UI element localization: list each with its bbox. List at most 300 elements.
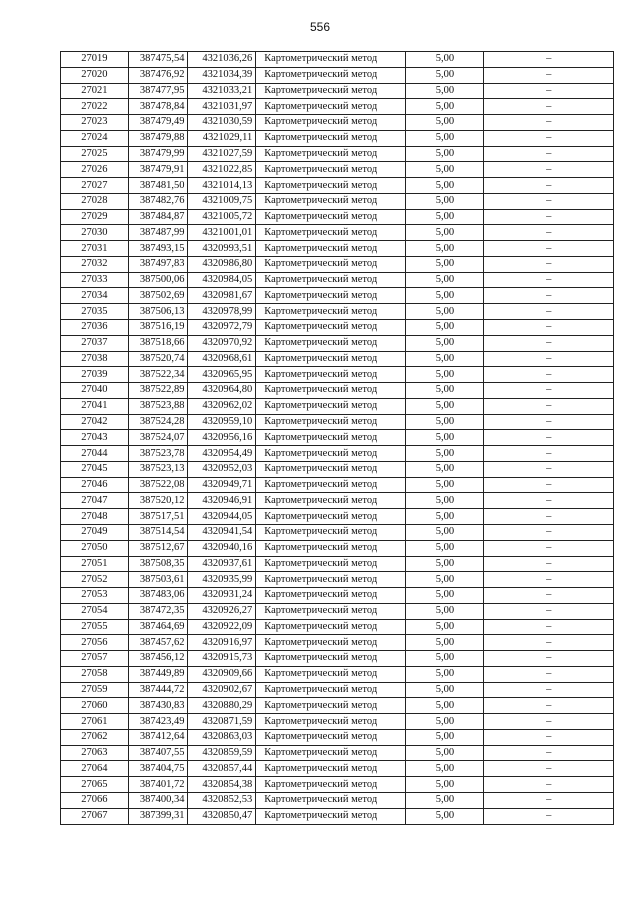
y-coordinate-cell: 4320968,61 [188,351,256,367]
x-coordinate-cell: 387503,61 [128,572,188,588]
y-coordinate-cell: 4320859,59 [188,745,256,761]
y-coordinate-cell: 4320902,67 [188,682,256,698]
accuracy-cell: 5,00 [406,209,484,225]
accuracy-cell: 5,00 [406,146,484,162]
accuracy-cell: 5,00 [406,52,484,68]
y-coordinate-cell: 4321022,85 [188,162,256,178]
accuracy-cell: 5,00 [406,351,484,367]
description-cell: – [484,304,614,320]
table-row [61,777,614,793]
accuracy-cell: 5,00 [406,477,484,493]
accuracy-cell: 5,00 [406,288,484,304]
point-number-cell: 27026 [61,162,129,178]
method-cell: Картометрический метод [256,367,406,383]
description-cell: – [484,745,614,761]
description-cell: – [484,52,614,68]
accuracy-cell: 5,00 [406,193,484,209]
table-row [61,635,614,651]
accuracy-cell: 5,00 [406,430,484,446]
description-cell: – [484,130,614,146]
y-coordinate-cell: 4320962,02 [188,398,256,414]
x-coordinate-cell: 387423,49 [128,714,188,730]
table-row [61,304,614,320]
table-row [61,493,614,509]
y-coordinate-cell: 4320964,80 [188,383,256,399]
accuracy-cell: 5,00 [406,572,484,588]
y-coordinate-cell: 4321033,21 [188,83,256,99]
y-coordinate-cell: 4320993,51 [188,241,256,257]
method-cell: Картометрический метод [256,603,406,619]
y-coordinate-cell: 4321009,75 [188,193,256,209]
method-cell: Картометрический метод [256,209,406,225]
description-cell: – [484,493,614,509]
point-number-cell: 27067 [61,808,129,824]
method-cell: Картометрический метод [256,52,406,68]
x-coordinate-cell: 387522,34 [128,367,188,383]
point-number-cell: 27036 [61,320,129,336]
table-row [61,398,614,414]
accuracy-cell: 5,00 [406,446,484,462]
x-coordinate-cell: 387478,84 [128,99,188,115]
table-row [61,446,614,462]
method-cell: Картометрический метод [256,351,406,367]
table-row [61,651,614,667]
accuracy-cell: 5,00 [406,225,484,241]
description-cell: – [484,556,614,572]
point-number-cell: 27031 [61,241,129,257]
table-row [61,414,614,430]
point-number-cell: 27055 [61,619,129,635]
point-number-cell: 27051 [61,556,129,572]
description-cell: – [484,477,614,493]
description-cell: – [484,761,614,777]
table-row [61,698,614,714]
point-number-cell: 27034 [61,288,129,304]
table-row [61,67,614,83]
table-row [61,461,614,477]
point-number-cell: 27029 [61,209,129,225]
description-cell: – [484,682,614,698]
x-coordinate-cell: 387514,54 [128,524,188,540]
x-coordinate-cell: 387472,35 [128,603,188,619]
table-row [61,745,614,761]
x-coordinate-cell: 387479,88 [128,130,188,146]
method-cell: Картометрический метод [256,383,406,399]
point-number-cell: 27053 [61,588,129,604]
y-coordinate-cell: 4320926,27 [188,603,256,619]
accuracy-cell: 5,00 [406,808,484,824]
point-number-cell: 27019 [61,52,129,68]
y-coordinate-cell: 4321034,39 [188,67,256,83]
method-cell: Картометрический метод [256,99,406,115]
description-cell: – [484,524,614,540]
accuracy-cell: 5,00 [406,698,484,714]
method-cell: Картометрический метод [256,146,406,162]
method-cell: Картометрический метод [256,414,406,430]
description-cell: – [484,288,614,304]
x-coordinate-cell: 387523,78 [128,446,188,462]
point-number-cell: 27038 [61,351,129,367]
table-body [61,52,614,825]
description-cell: – [484,193,614,209]
method-cell: Картометрический метод [256,430,406,446]
method-cell: Картометрический метод [256,398,406,414]
method-cell: Картометрический метод [256,241,406,257]
y-coordinate-cell: 4320978,99 [188,304,256,320]
method-cell: Картометрический метод [256,588,406,604]
x-coordinate-cell: 387500,06 [128,272,188,288]
accuracy-cell: 5,00 [406,745,484,761]
description-cell: – [484,461,614,477]
x-coordinate-cell: 387430,83 [128,698,188,714]
accuracy-cell: 5,00 [406,682,484,698]
description-cell: – [484,351,614,367]
point-number-cell: 27050 [61,540,129,556]
y-coordinate-cell: 4320915,73 [188,651,256,667]
table-row [61,524,614,540]
point-number-cell: 27057 [61,651,129,667]
accuracy-cell: 5,00 [406,729,484,745]
table-row [61,351,614,367]
y-coordinate-cell: 4320916,97 [188,635,256,651]
description-cell: – [484,509,614,525]
method-cell: Картометрический метод [256,509,406,525]
table-row [61,430,614,446]
x-coordinate-cell: 387456,12 [128,651,188,667]
x-coordinate-cell: 387522,08 [128,477,188,493]
y-coordinate-cell: 4320931,24 [188,588,256,604]
table-row [61,666,614,682]
x-coordinate-cell: 387479,99 [128,146,188,162]
y-coordinate-cell: 4321001,01 [188,225,256,241]
point-number-cell: 27020 [61,67,129,83]
description-cell: – [484,162,614,178]
method-cell: Картометрический метод [256,272,406,288]
y-coordinate-cell: 4321029,11 [188,130,256,146]
description-cell: – [484,398,614,414]
x-coordinate-cell: 387522,89 [128,383,188,399]
x-coordinate-cell: 387497,83 [128,256,188,272]
accuracy-cell: 5,00 [406,99,484,115]
y-coordinate-cell: 4320940,16 [188,540,256,556]
accuracy-cell: 5,00 [406,115,484,131]
table-row [61,682,614,698]
table-row [61,225,614,241]
x-coordinate-cell: 387518,66 [128,335,188,351]
description-cell: – [484,256,614,272]
table-row [61,99,614,115]
y-coordinate-cell: 4320852,53 [188,792,256,808]
point-number-cell: 27060 [61,698,129,714]
description-cell: – [484,777,614,793]
point-number-cell: 27061 [61,714,129,730]
accuracy-cell: 5,00 [406,398,484,414]
description-cell: – [484,320,614,336]
description-cell: – [484,146,614,162]
y-coordinate-cell: 4320922,09 [188,619,256,635]
table-row [61,52,614,68]
method-cell: Картометрический метод [256,162,406,178]
method-cell: Картометрический метод [256,777,406,793]
accuracy-cell: 5,00 [406,178,484,194]
table-row [61,603,614,619]
accuracy-cell: 5,00 [406,256,484,272]
x-coordinate-cell: 387481,50 [128,178,188,194]
accuracy-cell: 5,00 [406,367,484,383]
method-cell: Картометрический метод [256,524,406,540]
x-coordinate-cell: 387457,62 [128,635,188,651]
description-cell: – [484,178,614,194]
y-coordinate-cell: 4320909,66 [188,666,256,682]
accuracy-cell: 5,00 [406,792,484,808]
y-coordinate-cell: 4320850,47 [188,808,256,824]
method-cell: Картометрический метод [256,493,406,509]
description-cell: – [484,635,614,651]
x-coordinate-cell: 387520,12 [128,493,188,509]
description-cell: – [484,99,614,115]
y-coordinate-cell: 4320937,61 [188,556,256,572]
y-coordinate-cell: 4320871,59 [188,714,256,730]
table-row [61,761,614,777]
point-number-cell: 27044 [61,446,129,462]
x-coordinate-cell: 387412,64 [128,729,188,745]
point-number-cell: 27054 [61,603,129,619]
table-row [61,367,614,383]
method-cell: Картометрический метод [256,761,406,777]
description-cell: – [484,698,614,714]
table-row [61,193,614,209]
description-cell: – [484,446,614,462]
method-cell: Картометрический метод [256,745,406,761]
point-number-cell: 27052 [61,572,129,588]
description-cell: – [484,367,614,383]
point-number-cell: 27041 [61,398,129,414]
x-coordinate-cell: 387523,88 [128,398,188,414]
y-coordinate-cell: 4320857,44 [188,761,256,777]
description-cell: – [484,651,614,667]
y-coordinate-cell: 4320959,10 [188,414,256,430]
x-coordinate-cell: 387479,49 [128,115,188,131]
point-number-cell: 27033 [61,272,129,288]
point-number-cell: 27025 [61,146,129,162]
point-number-cell: 27030 [61,225,129,241]
method-cell: Картометрический метод [256,83,406,99]
table-row [61,619,614,635]
table-row [61,808,614,824]
table-row [61,288,614,304]
table-row [61,588,614,604]
description-cell: – [484,83,614,99]
y-coordinate-cell: 4320970,92 [188,335,256,351]
point-number-cell: 27042 [61,414,129,430]
accuracy-cell: 5,00 [406,241,484,257]
accuracy-cell: 5,00 [406,320,484,336]
description-cell: – [484,272,614,288]
accuracy-cell: 5,00 [406,304,484,320]
accuracy-cell: 5,00 [406,83,484,99]
description-cell: – [484,335,614,351]
table-row [61,556,614,572]
description-cell: – [484,619,614,635]
accuracy-cell: 5,00 [406,761,484,777]
point-number-cell: 27027 [61,178,129,194]
description-cell: – [484,603,614,619]
table-row [61,320,614,336]
coordinates-table [60,51,614,825]
x-coordinate-cell: 387475,54 [128,52,188,68]
table-row [61,272,614,288]
method-cell: Картометрический метод [256,130,406,146]
y-coordinate-cell: 4320984,05 [188,272,256,288]
table-row [61,335,614,351]
method-cell: Картометрический метод [256,666,406,682]
point-number-cell: 27022 [61,99,129,115]
point-number-cell: 27064 [61,761,129,777]
point-number-cell: 27028 [61,193,129,209]
point-number-cell: 27040 [61,383,129,399]
method-cell: Картометрический метод [256,698,406,714]
accuracy-cell: 5,00 [406,666,484,682]
point-number-cell: 27037 [61,335,129,351]
method-cell: Картометрический метод [256,477,406,493]
description-cell: – [484,209,614,225]
x-coordinate-cell: 387506,13 [128,304,188,320]
point-number-cell: 27024 [61,130,129,146]
x-coordinate-cell: 387524,07 [128,430,188,446]
y-coordinate-cell: 4320949,71 [188,477,256,493]
point-number-cell: 27035 [61,304,129,320]
accuracy-cell: 5,00 [406,777,484,793]
y-coordinate-cell: 4321014,13 [188,178,256,194]
x-coordinate-cell: 387493,15 [128,241,188,257]
page-number: 556 [309,20,331,34]
method-cell: Картометрический метод [256,619,406,635]
method-cell: Картометрический метод [256,635,406,651]
x-coordinate-cell: 387520,74 [128,351,188,367]
table-row [61,209,614,225]
x-coordinate-cell: 387449,89 [128,666,188,682]
point-number-cell: 27032 [61,256,129,272]
y-coordinate-cell: 4320954,49 [188,446,256,462]
point-number-cell: 27043 [61,430,129,446]
accuracy-cell: 5,00 [406,162,484,178]
method-cell: Картометрический метод [256,729,406,745]
point-number-cell: 27066 [61,792,129,808]
accuracy-cell: 5,00 [406,67,484,83]
x-coordinate-cell: 387487,99 [128,225,188,241]
table-row [61,792,614,808]
accuracy-cell: 5,00 [406,461,484,477]
table-row [61,509,614,525]
y-coordinate-cell: 4320981,67 [188,288,256,304]
method-cell: Картометрический метод [256,225,406,241]
point-number-cell: 27049 [61,524,129,540]
point-number-cell: 27039 [61,367,129,383]
x-coordinate-cell: 387512,67 [128,540,188,556]
y-coordinate-cell: 4320880,29 [188,698,256,714]
table-row [61,178,614,194]
description-cell: – [484,729,614,745]
accuracy-cell: 5,00 [406,414,484,430]
table-row [61,83,614,99]
x-coordinate-cell: 387477,95 [128,83,188,99]
method-cell: Картометрический метод [256,792,406,808]
x-coordinate-cell: 387401,72 [128,777,188,793]
description-cell: – [484,808,614,824]
point-number-cell: 27065 [61,777,129,793]
x-coordinate-cell: 387516,19 [128,320,188,336]
description-cell: – [484,225,614,241]
table-row [61,714,614,730]
point-number-cell: 27059 [61,682,129,698]
y-coordinate-cell: 4321036,26 [188,52,256,68]
method-cell: Картометрический метод [256,572,406,588]
y-coordinate-cell: 4321005,72 [188,209,256,225]
x-coordinate-cell: 387523,13 [128,461,188,477]
y-coordinate-cell: 4320986,80 [188,256,256,272]
description-cell: – [484,115,614,131]
y-coordinate-cell: 4321030,59 [188,115,256,131]
accuracy-cell: 5,00 [406,651,484,667]
x-coordinate-cell: 387464,69 [128,619,188,635]
x-coordinate-cell: 387483,06 [128,588,188,604]
accuracy-cell: 5,00 [406,540,484,556]
method-cell: Картометрический метод [256,714,406,730]
y-coordinate-cell: 4320941,54 [188,524,256,540]
description-cell: – [484,67,614,83]
description-cell: – [484,430,614,446]
x-coordinate-cell: 387479,91 [128,162,188,178]
x-coordinate-cell: 387407,55 [128,745,188,761]
point-number-cell: 27046 [61,477,129,493]
point-number-cell: 27063 [61,745,129,761]
method-cell: Картометрический метод [256,446,406,462]
method-cell: Картометрический метод [256,651,406,667]
description-cell: – [484,383,614,399]
y-coordinate-cell: 4320935,99 [188,572,256,588]
x-coordinate-cell: 387444,72 [128,682,188,698]
x-coordinate-cell: 387517,51 [128,509,188,525]
table-row [61,572,614,588]
x-coordinate-cell: 387404,75 [128,761,188,777]
y-coordinate-cell: 4320952,03 [188,461,256,477]
table-row [61,256,614,272]
method-cell: Картометрический метод [256,304,406,320]
point-number-cell: 27045 [61,461,129,477]
table-row [61,477,614,493]
accuracy-cell: 5,00 [406,383,484,399]
point-number-cell: 27021 [61,83,129,99]
method-cell: Картометрический метод [256,256,406,272]
y-coordinate-cell: 4320956,16 [188,430,256,446]
point-number-cell: 27062 [61,729,129,745]
y-coordinate-cell: 4320972,79 [188,320,256,336]
x-coordinate-cell: 387502,69 [128,288,188,304]
description-cell: – [484,241,614,257]
description-cell: – [484,792,614,808]
method-cell: Картометрический метод [256,178,406,194]
x-coordinate-cell: 387476,92 [128,67,188,83]
method-cell: Картометрический метод [256,556,406,572]
point-number-cell: 27023 [61,115,129,131]
description-cell: – [484,588,614,604]
description-cell: – [484,714,614,730]
table-row [61,383,614,399]
accuracy-cell: 5,00 [406,335,484,351]
method-cell: Картометрический метод [256,193,406,209]
y-coordinate-cell: 4320863,03 [188,729,256,745]
y-coordinate-cell: 4320854,38 [188,777,256,793]
